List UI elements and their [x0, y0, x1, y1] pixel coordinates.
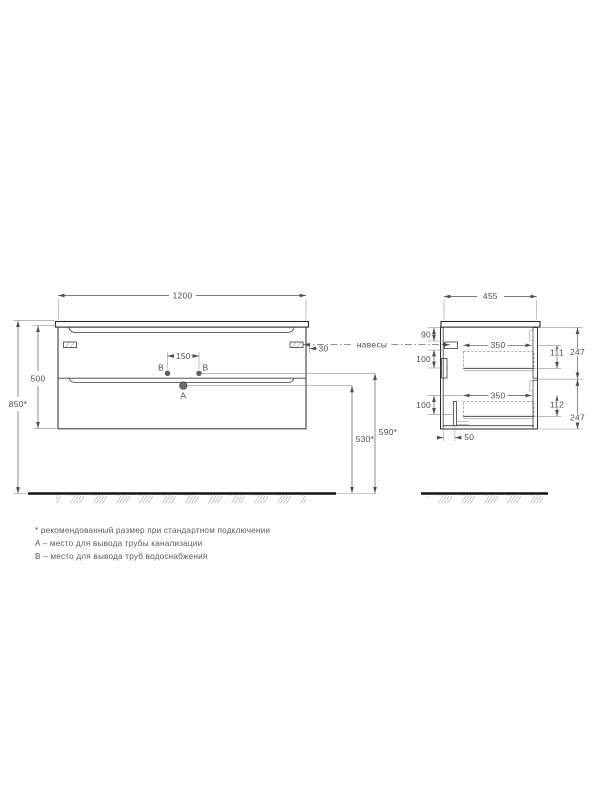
dim-drain-height: 530* — [355, 433, 375, 444]
point-b-left — [165, 371, 170, 376]
side-upper-drawer-box — [463, 352, 534, 369]
dim-hanger-top: 90 — [421, 329, 431, 340]
dim-front-height: 500 — [30, 373, 46, 384]
dim-upper-drawer-w: 350 — [490, 340, 506, 350]
footnote-point-b: B – место для вывода труб водоснабжения — [35, 552, 208, 561]
side-countertop — [441, 322, 540, 328]
floor — [28, 494, 548, 504]
footnotes — [35, 526, 270, 561]
front-mid-groove — [69, 378, 294, 382]
front-right-hanger — [290, 342, 303, 348]
label-b-right: B — [202, 362, 209, 373]
label-hangers: навесы — [356, 339, 388, 350]
dim-front-width: 1200 — [172, 290, 193, 301]
dim-lower-inner-h: 112 — [549, 399, 565, 410]
front-top-groove — [69, 328, 294, 333]
front-countertop — [56, 322, 309, 328]
floor-hatching-front — [56, 495, 306, 503]
side-hanger — [445, 342, 458, 349]
front-dimensions — [9, 290, 450, 493]
label-b-left: B — [158, 362, 164, 373]
side-lower-bracket — [530, 381, 533, 391]
front-view — [56, 322, 309, 429]
dim-depth: 455 — [482, 291, 498, 302]
side-lower-drawer-front — [533, 380, 538, 429]
side-view — [441, 322, 541, 430]
footnote-point-a: A – место для вывода трубы канализации — [35, 539, 203, 548]
front-left-hanger — [64, 342, 77, 348]
dim-supply-height: 590* — [378, 426, 398, 437]
side-upper-bracket — [530, 331, 533, 341]
floor-hatching-side — [428, 495, 543, 503]
side-lower-drawer-box — [463, 401, 534, 416]
label-a: A — [180, 390, 187, 401]
dim-total-height: 850* — [8, 399, 28, 409]
dim-pipe-offset: 50 — [464, 432, 475, 443]
footnote-recommended-size: * рекомендованный размер при стандартном подключении — [35, 526, 271, 535]
dim-b-spacing: 150 — [175, 350, 191, 361]
point-a — [180, 382, 187, 389]
dim-upper-front-h: 247 — [570, 347, 585, 358]
dim-lower-back: 100 — [416, 399, 431, 410]
dim-upper-back: 100 — [416, 353, 431, 364]
dim-hanger-inset: 30 — [318, 343, 329, 354]
dim-lower-drawer-w: 350 — [490, 390, 506, 401]
point-b-right — [196, 371, 201, 376]
dim-upper-inner-h: 111 — [550, 347, 564, 358]
dim-lower-front-h: 247 — [570, 412, 585, 423]
side-pipe — [453, 402, 469, 426]
